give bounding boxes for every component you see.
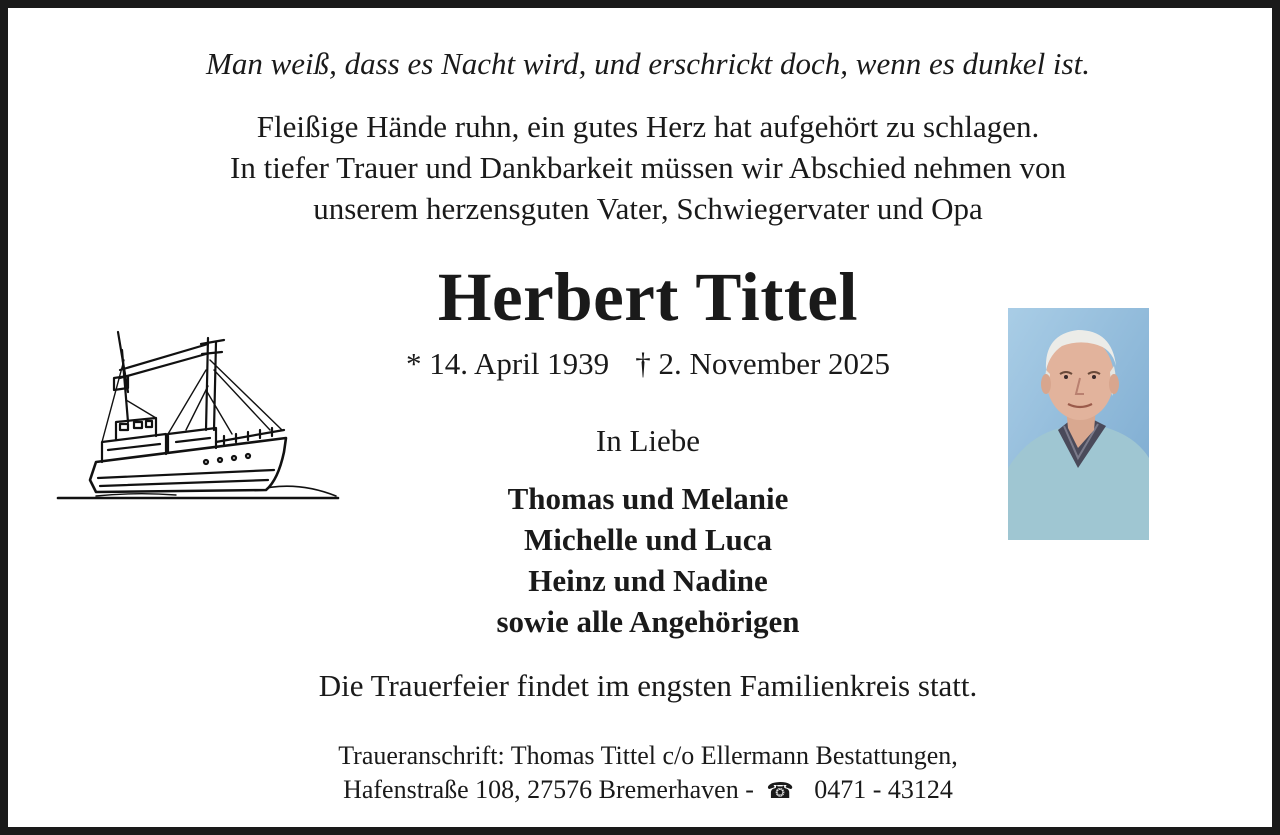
address-line: Traueranschrift: Thomas Tittel c/o Ellermann Bestattungen, — [338, 741, 958, 770]
birth-date: * 14. April 1939 — [405, 346, 610, 381]
mourning-address — [8, 739, 1280, 808]
in-love-label: In Liebe — [595, 423, 701, 458]
family-member: sowie alle Angehörigen — [496, 604, 800, 639]
family-member: Michelle und Luca — [523, 522, 772, 557]
family-member: Heinz und Nadine — [528, 563, 768, 598]
phone-icon: ☎ — [766, 778, 794, 803]
motto-quote: Man weiß, dass es Nacht wird, und erschrickt doch, wenn es dunkel ist. — [206, 46, 1090, 81]
portrait-photo — [1008, 308, 1149, 540]
intro-line: unserem herzensguten Vater, Schwiegervater und Opa — [313, 191, 983, 226]
deceased-name: Herbert Tittel — [437, 259, 859, 335]
intro-line: In tiefer Trauer und Dankbarkeit müssen wir Abschied nehmen von — [230, 150, 1066, 185]
ship-drawing — [56, 330, 346, 510]
address-line-phone — [8, 773, 1280, 808]
phone-number: 0471 - 43124 — [814, 775, 953, 804]
family-member: Thomas und Melanie — [507, 481, 789, 516]
intro-line: Fleißige Hände ruhn, ein gutes Herz hat aufgehört zu schlagen. — [256, 109, 1040, 144]
address-street: Hafenstraße 108, 27576 Bremerhaven - — [343, 775, 754, 804]
intro-text — [8, 106, 1280, 229]
ceremony-note: Die Trauerfeier findet im engsten Familienkreis statt. — [318, 668, 978, 703]
death-date: † 2. November 2025 — [635, 346, 891, 381]
